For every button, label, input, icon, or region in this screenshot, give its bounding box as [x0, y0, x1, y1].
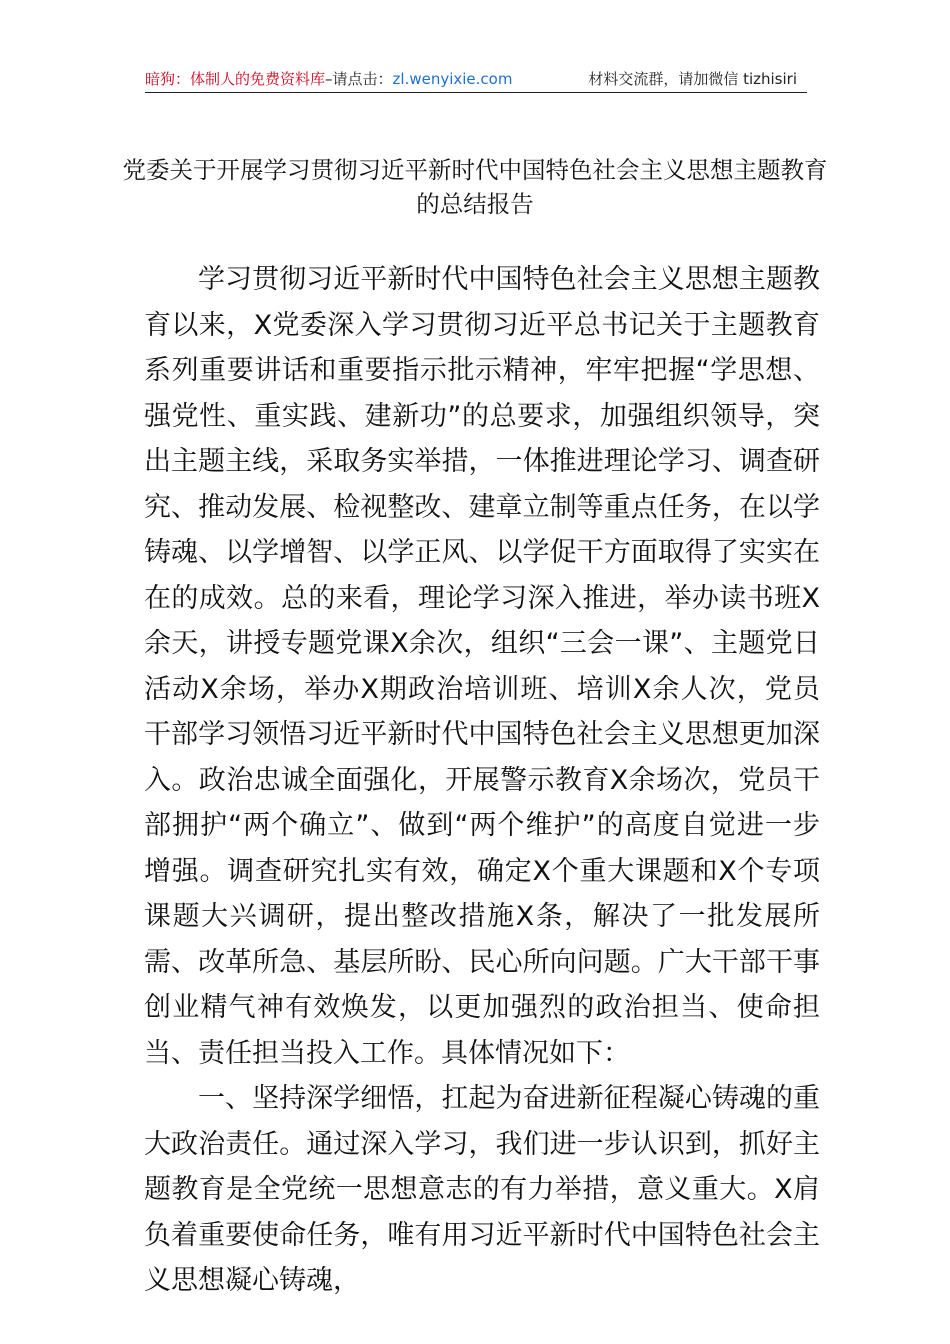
header-link[interactable]: zl.wenyixie.com: [392, 70, 513, 88]
paragraph: 一、坚持深学细悟，扛起为奋进新征程凝心铸魂的重大政治责任。通过深入学习，我们进一步认识到，抓好主题教育是全党统一思想意志的有力举措，意义重大。X肩负着重要使命任务，唯有用习近平新时代中国特色社会主义思想凝心铸魂，: [144, 1083, 820, 1296]
document-body: [144, 257, 820, 1304]
header-site-name: 暗狗：体制人的免费资料库: [145, 70, 326, 88]
header-click-prompt: –请点击：: [325, 70, 393, 88]
paragraph: 学习贯彻习近平新时代中国特色社会主义思想主题教育以来，X党委深入学习贯彻习近平总书记关于主题教育系列重要讲话和重要指示批示精神，牢牢把握“学思想、强党性、重实践、建新功”的总要求，加强组织领导，突出主题主线，采取务实举措，一体推进理论学习、调查研究、推动发展、检视整改、建章立制等重点任务，在以学铸魂、以学增智、以学正风、以学促干方面取得了实实在在的成效。总的来看，理论学习深入推进，举办读书班X余天，讲授专题党课X余次，组织“三会一课”、主题党日活动X余场，举办X期政治培训班、培训X余人次，党员干部学习领悟习近平新时代中国特色社会主义思想更加深入。政治忠诚全面强化，开展警示教育X余场次，党员干部拥护“两个确立”、做到“两个维护”的高度自觉进一步增强。调查研究扎实有效，确定X个重大课题和X个专项课题大兴调研，提出整改措施X条，解决了一批发展所需、改革所急、基层所盼、民心所向问题。广大干部干事创业精气神有效焕发，以更加强烈的政治担当、使命担当、责任担当投入工作。具体情况如下：: [144, 264, 820, 1069]
page-header: [145, 68, 807, 93]
header-group-note: 材料交流群，请加微信 tizhisiri: [588, 70, 797, 88]
document-title: 党委关于开展学习贯彻习近平新时代中国特色社会主义思想主题教育的总结报告: [122, 156, 828, 218]
